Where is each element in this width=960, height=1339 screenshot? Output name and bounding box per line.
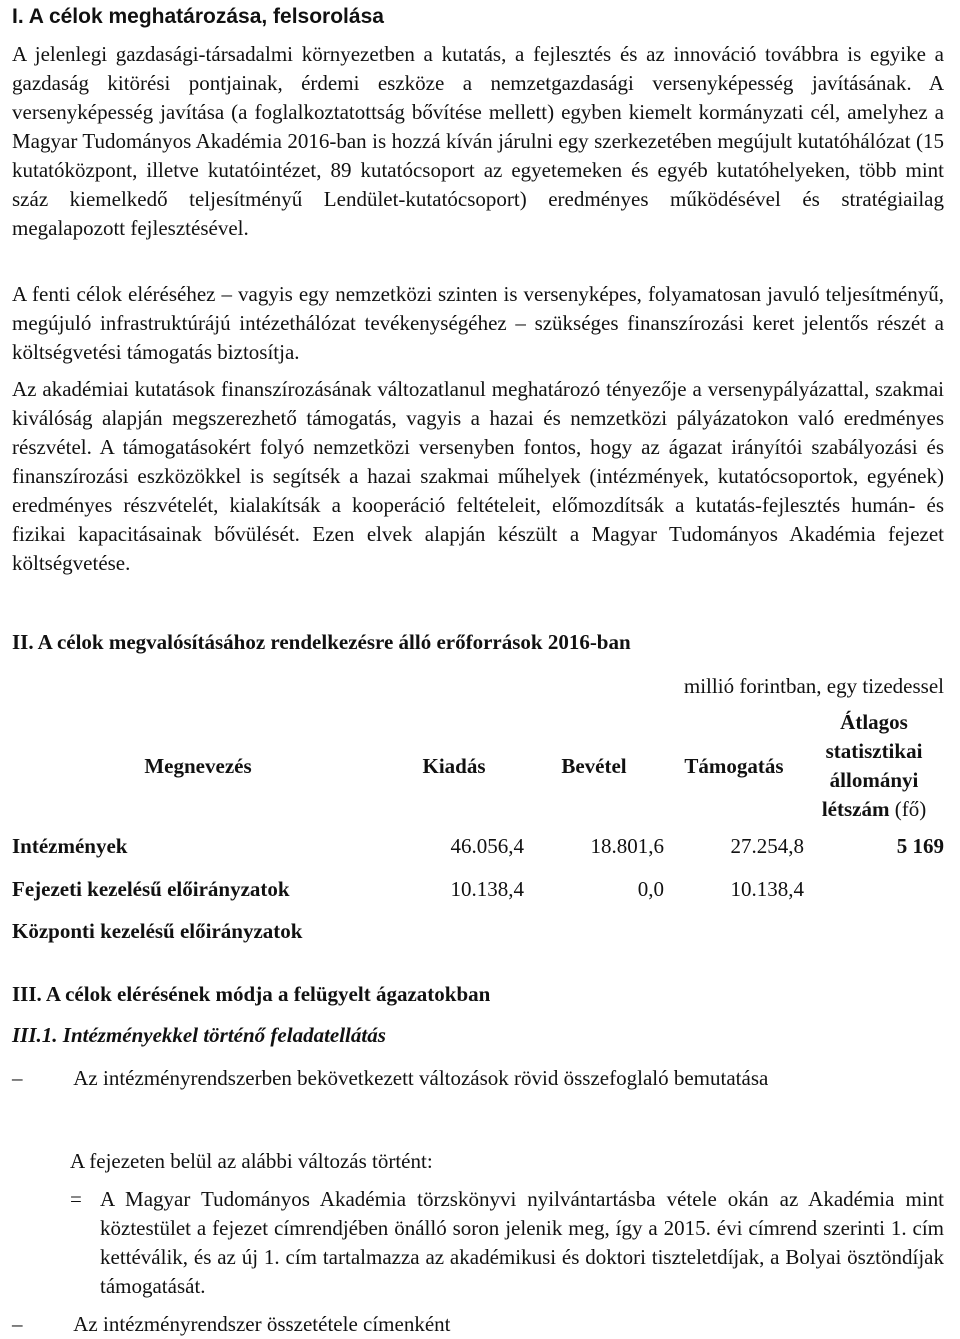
row-name: Fejezeti kezelésű előirányzatok [12,876,290,901]
section-3-title: III. A célok elérésének módja a felügyelt ágazatokban [12,982,491,1006]
header-letszam: Átlagos statisztikai állományi létszám (fő) [821,710,927,821]
header-bevetel: Bevétel [561,753,627,778]
header-tamogatas: Támogatás [684,753,784,778]
bullet-item [12,1064,768,1093]
dash-marker: – [12,1312,23,1336]
paragraph-3: Az akadémiai kutatások finanszírozásának változatlanul meghatározó tényezője a versenypályázattal, szakmai kiválóság alapján megszerezhető támogatás, vagyis a hazai és nemzetközi pályázatokon való eredményes részvétel. A támogatásokért folyó nemzetközi versenyben fontos, hogy az ágazat irányítói szabályozási és finanszírozási eszközökkel is segítsék a hazai szakmai műhelyek (intézmények, kutatócsoportok, egyének) eredményes részvételét, kialakítsák a kooperáció feltételeit, előmozdítsák a kutatás-fejlesztés humán- és fizikai kapacitásainak bővülését. Ezen elvek alapján készült a Magyar Tudományos Akadémia fejezet költségvetése. [12,377,944,575]
row-letszam: 5 169 [896,833,944,858]
unit-note: millió forintban, egy tizedessel [683,674,944,698]
row-kiadas: 10.138,4 [450,876,524,901]
row-tamogatas: 27.254,8 [730,833,804,858]
resources-table [12,708,944,952]
row-letszam [804,910,944,952]
dash-marker: – [12,1066,23,1090]
row-bevetel [524,910,664,952]
change-text: A Magyar Tudományos Akadémia törzskönyvi nyilvántartásba vétele okán az Akadémia mint köztestület a fejezet címrendjében önálló soron jelenik meg, így a 2015. évi címrend szerinti 1. cím kettéválik, és az új 1. cím tartalmazza az akadémikusi és doktori tiszteletdíjak, a Bolyai ösztöndíjak támogatását. [100,1187,944,1298]
row-kiadas: 46.056,4 [450,833,524,858]
row-kiadas [384,910,524,952]
section-2-title: II. A célok megvalósításához rendelkezésre álló erőforrások 2016-ban [12,630,631,654]
table-row [12,910,944,952]
row-name: Intézmények [12,833,128,858]
paragraph-2: A fenti célok eléréséhez ‒ vagyis egy nemzetközi szinten is versenyképes, folyamatosan javuló teljesítményű, megújuló infrastruktúrájú intézethálózat tevékenységéhez ‒ szükséges finanszírozási keret jelentős részét a költségvetési támogatás biztosítja. [12,282,944,364]
row-bevetel: 18.801,6 [590,833,664,858]
row-bevetel: 0,0 [637,876,664,901]
equals-marker: = [70,1187,82,1211]
header-megnevezes: Megnevezés [144,753,252,778]
table-row [12,868,944,910]
change-intro: A fejezeten belül az alábbi változás történt: [70,1149,433,1173]
paragraph-1: A jelenlegi gazdasági-társadalmi környezetben a kutatás, a fejlesztés és az innováció továbbra is egyike a gazdaság kitörési pontjainak, érdemi eszköze a nemzetgazdasági versenyképesség javításának. A versenyképesség javítása (a foglalkoztatottság bővítése mellett) egyben kiemelt kormányzati cél, amelyhez a Magyar Tudományos Akadémia 2016-ban is hozzá kíván járulni egy szerkezetében megújult kutatóhálózat (15 kutatóközpont, illetve kutatóintézet, 89 kutatócsoport az egyetemeken és egyéb kutatóhelyeken, több mint száz kiemelkedő teljesítményű Lendület-kutatócsoport) eredményes működésével és stratégiailag megalapozott fejlesztésével. [12,42,944,240]
bullet-item [12,1310,451,1339]
row-tamogatas: 10.138,4 [730,876,804,901]
section-3-1-subtitle: III.1. Intézményekkel történő feladatellátás [12,1023,386,1047]
row-tamogatas [664,910,804,952]
bullet-text: Az intézményrendszerben bekövetkezett változások rövid összefoglaló bemutatása [73,1066,769,1090]
bullet-text: Az intézményrendszer összetétele címenként [73,1312,451,1336]
table-row [12,824,944,868]
row-letszam [804,868,944,910]
change-item [12,1185,944,1301]
row-name: Központi kezelésű előirányzatok [12,918,303,943]
table-header-row [12,708,944,824]
section-1-title: I. A célok meghatározása, felsorolása [12,5,384,28]
header-kiadas: Kiadás [422,753,486,778]
